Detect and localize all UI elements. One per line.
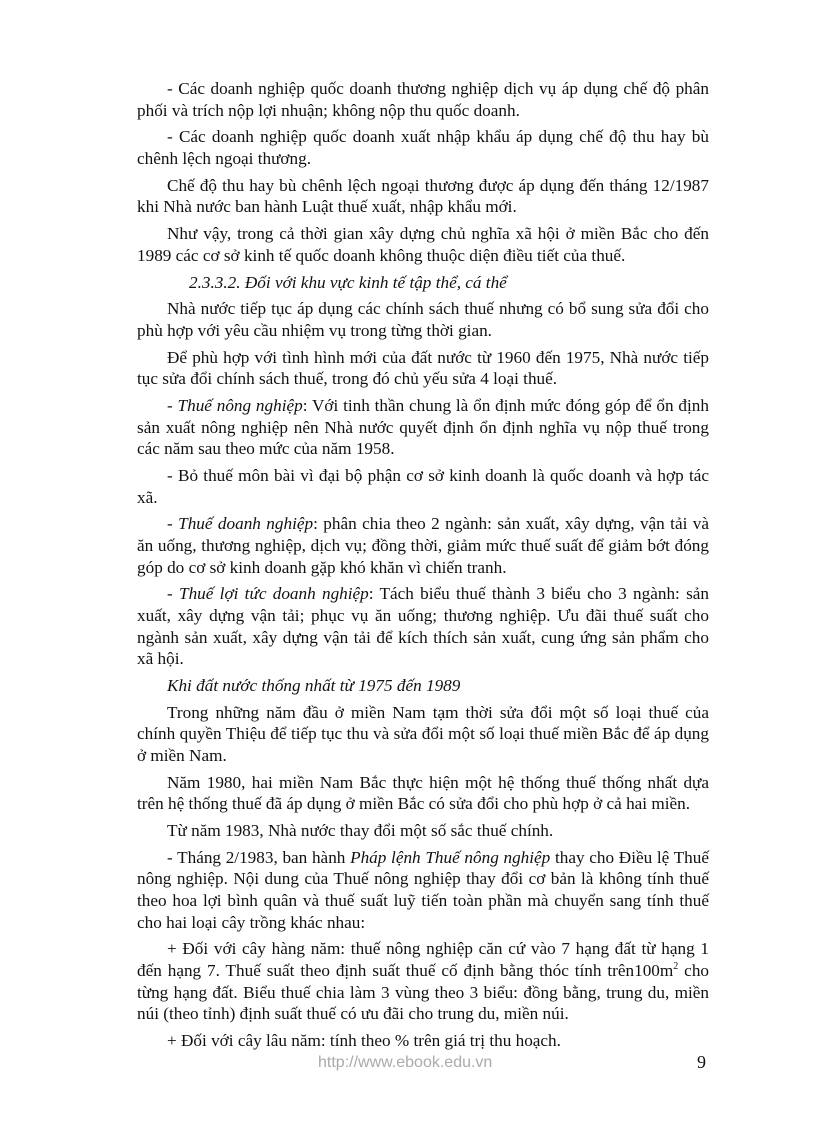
text-run: Từ năm 1983, Nhà nước thay đổi một số sắc thuế chính. [167,821,554,841]
italic-text: Khi đất nước thống nhất từ 1975 đến 1989 [167,675,461,695]
paragraph [137,223,709,266]
paragraph [137,298,709,341]
text-run: : Với tinh thần chung là ổn định mức đóng góp để ổn định sản xuất nông nghiệp nên Nhà nước quyết định ổn định nghĩa vụ nộp thuế trong các năm sau theo mức của năm 1958. [137,396,709,459]
paragraph [137,675,709,697]
paragraph [137,938,709,1024]
text-run: - Các doanh nghiệp quốc doanh thương nghiệp dịch vụ áp dụng chế độ phân phối và trích nộp lợi nhuận; không nộp thu quốc doanh. [137,79,709,120]
text-run: - [167,396,178,416]
page-number: 9 [697,1052,706,1072]
text-run: - Tháng 2/1983, ban hành [167,847,351,867]
italic-text: 2.3.3.2. Đối với khu vực kinh tế tập thể, cá thể [189,272,507,292]
text-run: Để phù hợp với tình hình mới của đất nước từ 1960 đến 1975, Nhà nước tiếp tục sửa đổi chính sách thuế, trong đó chủ yếu sửa 4 loại thuế. [137,347,709,389]
text-run: Năm 1980, hai miền Nam Bắc thực hiện một hệ thống thuế thống nhất dựa trên hệ thống thuế đã áp dụng ở miền Bắc có sửa đổi cho phù hợp ở cả hai miền. [137,772,709,814]
paragraph [137,772,709,815]
text-run: - [167,584,180,604]
text-run: thay cho Điều lệ Thuế nông nghiệp. Nội dung của Thuế nông nghiệp thay đổi cơ bản là không tính thuế theo hoa lợi bình quân và thuế suất luỹ tiến toàn phần mà chuyển sang tính thuế cho hai loại cây trồng khác nhau: [137,847,709,932]
footer-url[interactable]: http://www.ebook.edu.vn [318,1054,493,1071]
paragraph [137,513,709,578]
text-run: - [167,514,179,534]
paragraph [137,465,709,508]
paragraph [137,702,709,767]
text-run: Chế độ thu hay bù chênh lệch ngoại thương được áp dụng đến tháng 12/1987 khi Nhà nước ban hành Luật thuế xuất, nhập khẩu mới. [137,175,709,217]
text-run: + Đối với cây hàng năm: thuế nông nghiệp căn cứ vào 7 hạng đất từ hạng 1 đến hạng 7. Thuế suất theo định suất thuế cố định bằng thóc tính trên100m [137,939,709,980]
text-run: : phân chia theo 2 ngành: sản xuất, xây dựng, vận tải và ăn uống, thương nghiệp, dịch vụ; đồng thời, giảm mức thuế suất để giảm bớt đóng góp do cơ sở kinh doanh gặp khó khăn vì chiến tranh. [137,514,709,577]
text-run: - Các doanh nghiệp quốc doanh xuất nhập khẩu áp dụng chế độ thu hay bù chênh lệch ngoại thương. [137,127,709,168]
paragraph [137,583,709,669]
italic-text: Thuế nông nghiệp [177,396,303,416]
text-run: Như vậy, trong cả thời gian xây dựng chủ nghĩa xã hội ở miền Bắc cho đến 1989 các cơ sở kinh tế quốc doanh không thuộc diện điều tiết của thuế. [137,224,709,265]
section-heading [137,272,709,294]
text-run: - Bỏ thuế môn bài vì đại bộ phận cơ sở kinh doanh là quốc doanh và hợp tác xã. [137,466,709,507]
text-run: cho từng hạng đất. Biểu thuế chia làm 3 vùng theo 3 biểu: đồng bằng, trung du, miền núi (theo tỉnh) định suất thuế có ưu đãi cho trung du, miền núi. [137,960,710,1024]
italic-text: Thuế doanh nghiệp [178,514,314,534]
paragraph [137,78,709,121]
text-run: + Đối với cây lâu năm: tính theo % trên giá trị thu hoạch. [167,1030,561,1050]
paragraph [137,847,709,933]
superscript: 2 [673,960,679,972]
paragraph [137,347,709,390]
paragraph [137,1030,709,1052]
paragraph [137,395,709,460]
document-body [137,78,709,1057]
text-run: Nhà nước tiếp tục áp dụng các chính sách thuế nhưng có bổ sung sửa đổi cho phù hợp với yêu cầu nhiệm vụ trong từng thời gian. [137,299,709,340]
paragraph [137,175,709,218]
italic-text: Pháp lệnh Thuế nông nghiệp [350,847,551,867]
paragraph [137,126,709,169]
text-run: Trong những năm đầu ở miền Nam tạm thời sửa đổi một số loại thuế của chính quyền Thiệu để tiếp tục thu và sửa đổi một số loại thuế miền Bắc để áp dụng ở miền Nam. [137,702,709,765]
italic-text: Thuế lợi tức doanh nghiệp [179,584,369,604]
text-run: : Tách biểu thuế thành 3 biểu cho 3 ngành: sản xuất, xây dựng vận tải; phục vụ ăn uống; thương nghiệp. Ưu đãi thuế suất cho ngành sản xuất, xây dựng vận tải để kích thích sản xuất, cung ứng sản phẩm cho xã hội. [137,584,710,669]
paragraph [137,820,709,842]
